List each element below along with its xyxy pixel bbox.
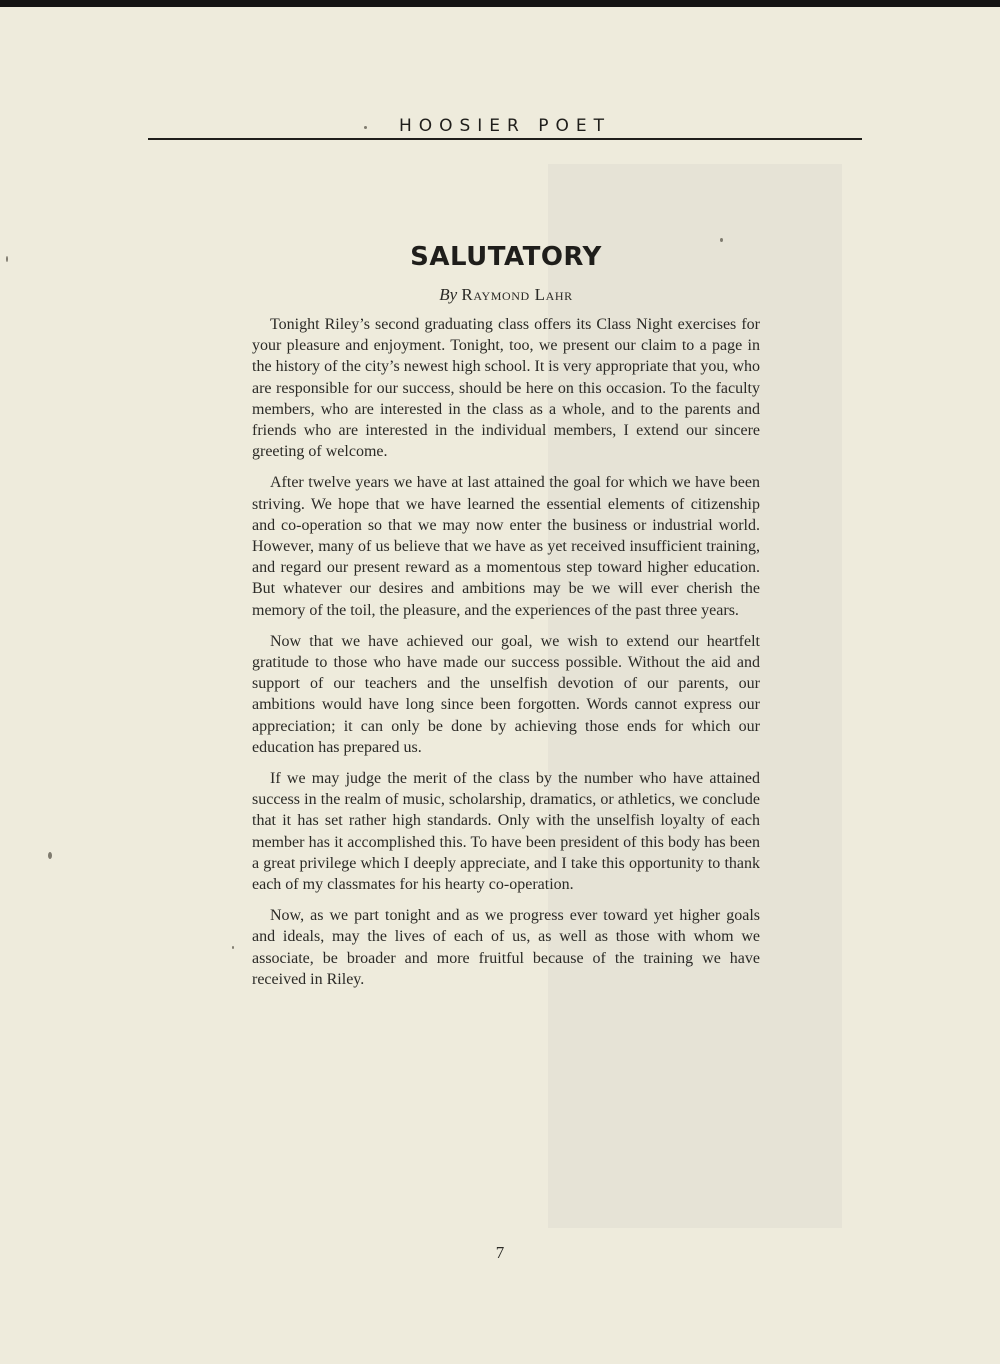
paper-speck [232, 946, 234, 949]
author-name: Raymond Lahr [461, 285, 573, 304]
byline [252, 285, 760, 305]
header-rule [148, 138, 862, 140]
article-body [252, 314, 760, 1000]
scan-top-edge [0, 0, 1000, 7]
paragraph-3: Now that we have achieved our goal, we wish to extend our heartfelt gratitude to those who have made our success possible. Without the aid and support of our teachers and the unselfish devotion of our parents, our ambitions would have long since been forgotten. Words cannot express our appreciation; it can only be done by achieving those ends for which our education has prepared us. [252, 632, 760, 756]
running-head: HOOSIER POET [398, 116, 612, 136]
paragraph-5: Now, as we part tonight and as we progress ever toward yet higher goals and ideals, may the lives of each of us, as well as those with whom we associate, be broader and more fruitful because of the training we have received in Riley. [252, 907, 760, 988]
paragraph-1: Tonight Riley’s second graduating class offers its Class Night exercises for your pleasure and enjoyment. Tonight, too, we present our claim to a page in the history of the city’s newest high school. It is very appropriate that you, who are responsible for our success, should be here on this occasion. To the faculty members, who are interested in the class as a whole, and to the parents and friends who are interested in the individual members, I extend our sincere greeting of welcome. [252, 316, 760, 461]
paper-speck [48, 852, 52, 859]
paragraph-4: If we may judge the merit of the class by the number who have attained success in the realm of music, scholarship, dramatics, or athletics, we conclude that it has set rather high standards. Only with the unselfish loyalty of each member has it accomplished this. To have been president of this body has been a great privilege which I deeply appreciate, and I take this opportunity to thank each of my classmates for his hearty co-operation. [252, 770, 760, 894]
page-number: 7 [495, 1243, 505, 1262]
byline-prefix: By [439, 285, 458, 304]
article-title: SALUTATORY [410, 242, 602, 272]
paragraph-2: After twelve years we have at last attained the goal for which we have been striving. We hope that we have learned the essential elements of citizenship and co-operation so that we may now enter the business or industrial world. However, many of us believe that we have as yet received insufficient training, and regard our present reward as a momentous step toward higher education. But whatever our desires and ambitions may be we will ever cherish the memory of the toil, the pleasure, and the experiences of the past three years. [252, 474, 760, 619]
paper-speck [6, 256, 8, 262]
